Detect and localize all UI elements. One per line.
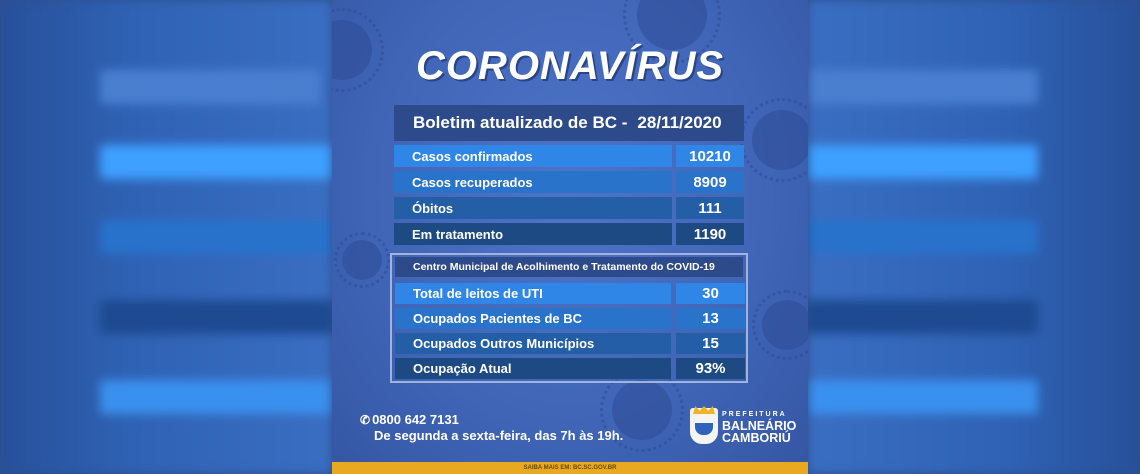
stat-label: Óbitos (394, 197, 672, 219)
center-section-title: Centro Municipal de Acolhimento e Tratamento do COVID-19 (395, 257, 743, 277)
center-value: 15 (676, 333, 745, 354)
stat-row-in-treatment (394, 223, 744, 245)
bulletin-label: Boletim atualizado de BC - (413, 113, 628, 132)
center-value: 93% (676, 358, 745, 379)
contact-info (360, 412, 623, 444)
logo-line-3: CAMBORIÚ (722, 431, 791, 445)
stat-label: Casos recuperados (394, 171, 672, 193)
stat-row-recovered (394, 171, 744, 193)
blurred-bar (808, 380, 1038, 414)
blurred-bar (100, 220, 332, 254)
center-label: Ocupados Pacientes de BC (395, 308, 671, 329)
bulletin-poster (332, 0, 808, 474)
virus-illustration (762, 300, 808, 350)
center-row-bc-patients (395, 308, 745, 329)
office-hours: De segunda a sexta-feira, das 7h às 19h. (374, 428, 624, 443)
center-label: Ocupação Atual (395, 358, 671, 379)
stat-label: Casos confirmados (394, 145, 672, 167)
stat-row-confirmed (394, 145, 744, 167)
stat-value: 1190 (676, 223, 744, 245)
center-value: 13 (676, 308, 745, 329)
center-label: Ocupados Outros Municípios (395, 333, 671, 354)
center-label: Total de leitos de UTI (395, 283, 671, 304)
coat-of-arms-icon (690, 408, 718, 444)
website-bar: SAIBA MAIS EM: BC.SC.GOV.BR (332, 462, 808, 474)
page-title: CORONAVÍRUS (415, 44, 725, 88)
virus-illustration (342, 240, 382, 280)
logo-line-2: BALNEÁRIO (722, 419, 797, 433)
blurred-bar (808, 300, 1038, 334)
blurred-bar (100, 70, 320, 104)
stat-value: 8909 (676, 171, 744, 193)
center-row-occupancy (395, 358, 745, 379)
blurred-background-right (808, 0, 1140, 474)
blurred-bar (100, 145, 332, 179)
blurred-bar (100, 380, 332, 414)
center-row-icu-beds (395, 283, 745, 304)
blurred-background-left (0, 0, 332, 474)
blurred-bar (808, 145, 1038, 179)
phone-number: 0800 642 7131 (372, 412, 459, 427)
blurred-bar (100, 300, 332, 334)
center-value: 30 (676, 283, 745, 304)
stat-label: Em tratamento (394, 223, 672, 245)
virus-illustration (637, 0, 707, 50)
virus-illustration (752, 110, 808, 170)
bulletin-date: 28/11/2020 (637, 113, 722, 132)
crown-icon (693, 406, 715, 414)
stat-value: 10210 (676, 145, 744, 167)
bulletin-header (394, 105, 744, 141)
logo-line-1: PREFEITURA (722, 411, 787, 418)
phone-icon: ✆ (360, 413, 371, 427)
stat-row-deaths (394, 197, 744, 219)
blurred-bar (808, 220, 1038, 254)
center-row-other-municipalities (395, 333, 745, 354)
blurred-bar (808, 70, 1038, 104)
stat-value: 111 (676, 197, 744, 219)
city-hall-logo (690, 408, 800, 452)
